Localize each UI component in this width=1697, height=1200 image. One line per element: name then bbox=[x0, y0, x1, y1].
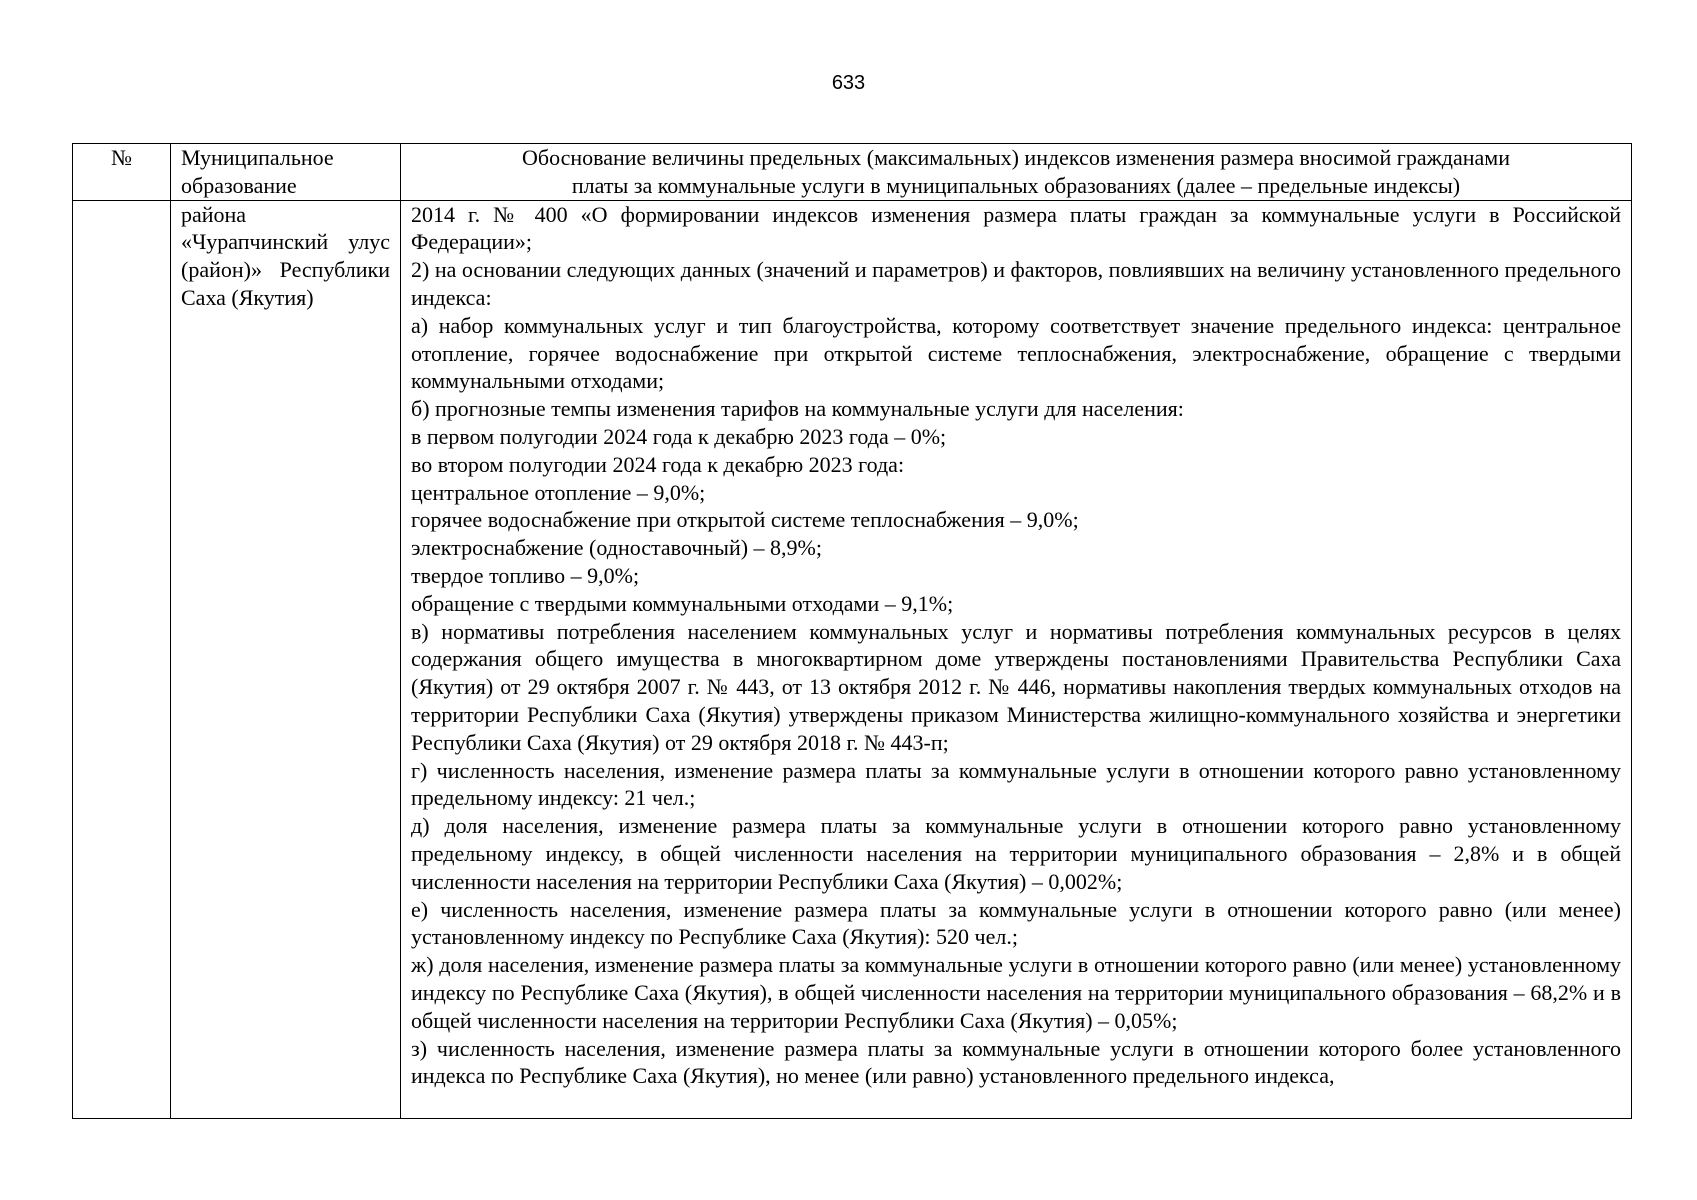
justification-paragraph: е) численность населения, изменение размера платы за коммунальные услуги в отношении которого равно (или менее) установленному индексу по Республике Саха (Якутия): 520 чел.; bbox=[411, 896, 1621, 950]
justification-paragraph: в первом полугодии 2024 года к декабрю 2023 года – 0%; bbox=[411, 423, 947, 449]
justification-paragraph: д) доля населения, изменение размера платы за коммунальные услуги в отношении которого равно установленному предельному индексу, в общей численности населения на территории муниципального образования – 2,8% и в общей численности населения на территории Республики Саха (Якутия) – 0,002%; bbox=[411, 813, 1621, 894]
justification-paragraph: электроснабжение (одноставочный) – 8,9%; bbox=[411, 535, 822, 561]
header-justification-line-1: Обоснование величины предельных (максимальных) индексов изменения размера вносимой гражданами bbox=[521, 145, 1510, 170]
table-header-row bbox=[73, 144, 1632, 201]
row-number-cell bbox=[73, 200, 171, 1118]
page-number: 633 bbox=[831, 72, 866, 94]
header-justification-line-2: платы за коммунальные услуги в муниципальных образованиях (далее – предельные индексы) bbox=[571, 172, 1461, 198]
justification-paragraph: 2014 г. № 400 «О формировании индексов изменения размера платы граждан за коммунальные услуги в Российской Федерации»; bbox=[411, 201, 1621, 255]
justification-paragraph: горячее водоснабжение при открытой системе теплоснабжения – 9,0%; bbox=[411, 507, 1079, 533]
justification-paragraph: з) численность населения, изменение размера платы за коммунальные услуги в отношении которого более установленного индекса по Республике Саха (Якутия), но менее (или равно) установленного предельного индекса, bbox=[411, 1035, 1621, 1089]
header-justification bbox=[401, 144, 1632, 201]
justification-paragraph: г) численность населения, изменение размера платы за коммунальные услуги в отношении которого равно установленному предельному индексу: 21 чел.; bbox=[411, 757, 1621, 811]
justification-paragraph: обращение с твердыми коммунальными отходами – 9,1%; bbox=[411, 590, 954, 616]
justification-paragraph: 2) на основании следующих данных (значений и параметров) и факторов, повлиявших на величину установленного предельного индекса: bbox=[411, 257, 1621, 310]
header-number: № bbox=[73, 144, 171, 201]
justification-paragraph: в) нормативы потребления населением коммунальных услуг и нормативы потребления коммунальных ресурсов в целях содержания общего имущества в многоквартирном доме утверждены постановлениями Правительства Республики Саха (Якутия) от 29 октября 2007 г. № 443, от 13 октября 2012 г. № 446, нормативы накопления твердых коммунальных отходов на территории Республики Саха (Якутия) утверждены приказом Министерства жилищно-коммунального хозяйства и энергетики Республики Саха (Якутия) от 29 октября 2018 г. № 443-п; bbox=[411, 618, 1621, 755]
justification-paragraph: б) прогнозные темпы изменения тарифов на коммунальные услуги для населения: bbox=[411, 396, 1184, 422]
row-municipality-cell: района «Чурапчинский улус (район)» Республики Саха (Якутия) bbox=[171, 200, 401, 1118]
row-justification-cell bbox=[401, 200, 1632, 1118]
header-municipality: Муниципальное образование bbox=[171, 144, 401, 201]
justification-paragraph: твердое топливо – 9,0%; bbox=[411, 562, 640, 588]
justification-paragraph: а) набор коммунальных услуг и тип благоустройства, которому соответствует значение предельного индекса: центральное отопление, горячее водоснабжение при открытой системе теплоснабжения, электроснабжение, обращение с твердыми коммунальными отходами; bbox=[411, 312, 1621, 394]
justification-table bbox=[72, 143, 1632, 1119]
justification-paragraph: центральное отопление – 9,0%; bbox=[411, 479, 706, 505]
justification-paragraph: ж) доля населения, изменение размера платы за коммунальные услуги в отношении которого равно (или менее) установленному индексу по Республике Саха (Якутия), в общей численности населения на территории муниципального образования – 68,2% и в общей численности населения на территории Республики Саха (Якутия) – 0,05%; bbox=[411, 952, 1621, 1033]
table-row bbox=[73, 200, 1632, 1118]
justification-paragraph: во втором полугодии 2024 года к декабрю 2023 года: bbox=[411, 451, 905, 477]
